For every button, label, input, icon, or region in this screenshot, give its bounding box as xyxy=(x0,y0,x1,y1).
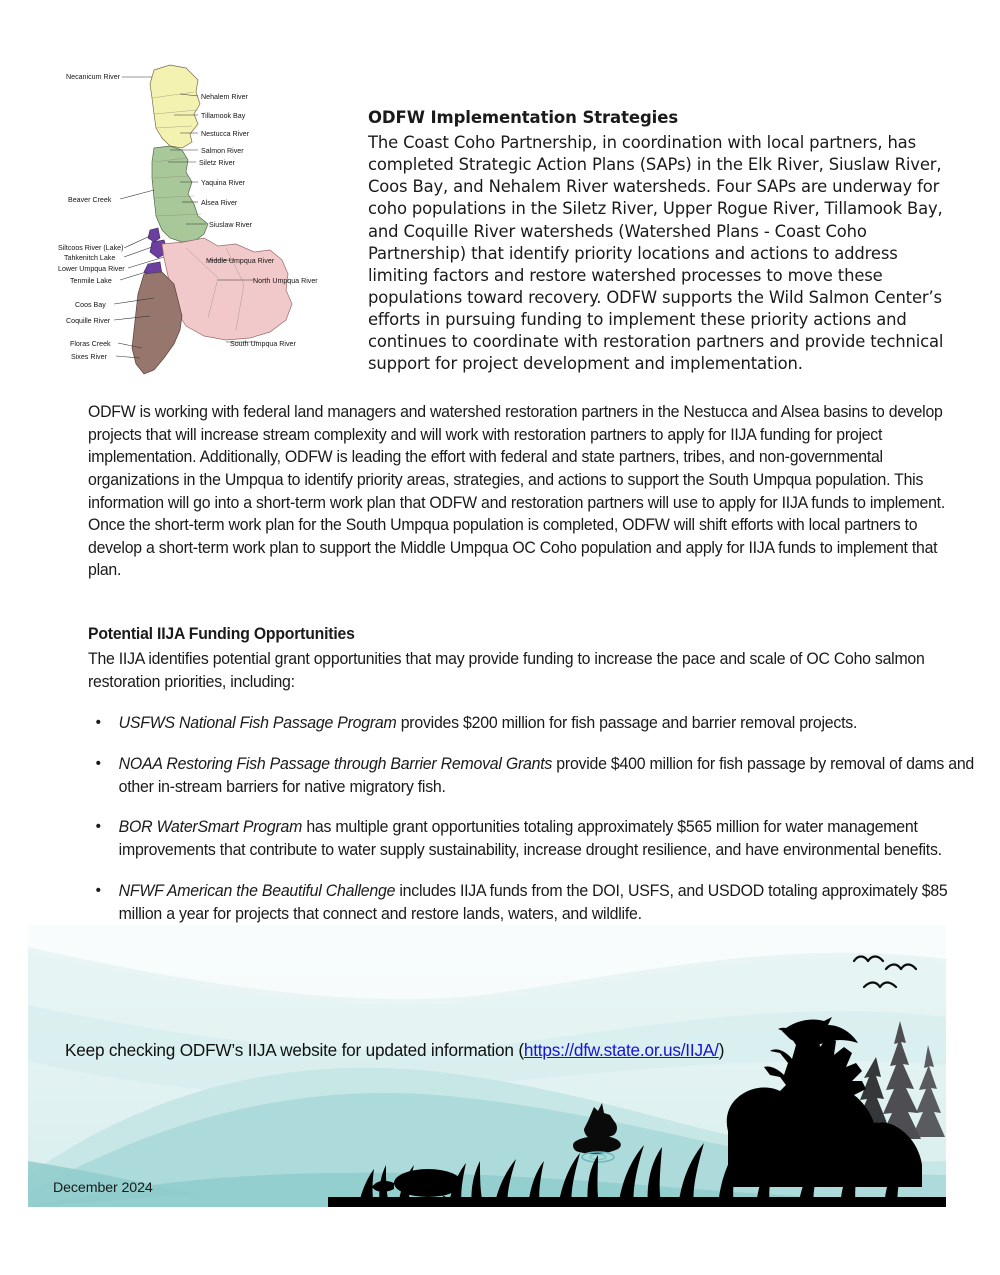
document-date-stamp: December 2024 xyxy=(53,1180,153,1196)
intro-column xyxy=(368,107,946,375)
footer-scene xyxy=(28,925,946,1207)
map-label-necanicum-river: Necanicum River xyxy=(66,73,121,81)
map-label-tahkenitch-lake: Tahkenitch Lake xyxy=(64,254,116,262)
map-label-south-umpqua-river: South Umpqua River xyxy=(230,340,296,348)
map-region-south-brown xyxy=(132,272,182,374)
program-description: provides $200 million for fish passage and barrier removal projects. xyxy=(396,713,858,733)
map-label-coos-bay: Coos Bay xyxy=(75,301,106,309)
program-description: provide $400 million for fish passage by removal of dams and other in-stream barriers for native migratory fish. xyxy=(118,754,975,796)
program-name: USFWS National Fish Passage Program xyxy=(118,713,397,733)
map-label-tillamook-bay: Tillamook Bay xyxy=(201,112,246,120)
body-paragraph: ODFW is working with federal land managers and watershed restoration partners in the Nestucca and Alsea basins to develop projects that will increase stream complexity and will work with restoration partners to apply for IIJA funding for project implementation. Additionally, ODFW is leading the effort with federal and state partners, tribes, and non-governmental organizations in the Umpqua to identify priority areas, strategies, and actions to support the South Umpqua population. This information will go into a short-term work plan that ODFW and restoration partners will use to apply for IIJA funds to implement. Once the short-term work plan for the South Umpqua population is completed, ODFW will shift efforts with local partners to develop a short-term work plan to support the Middle Umpqua OC Coho population and apply for IIJA funds to implement that plan. xyxy=(88,402,946,580)
map-label-siltcoos-river-lake: Siltcoos River (Lake) xyxy=(58,244,124,252)
map-label-sixes-river: Sixes River xyxy=(71,353,107,361)
body-block xyxy=(88,401,960,582)
bullet-icon: • xyxy=(95,881,101,899)
map-label-tenmile-lake: Tenmile Lake xyxy=(70,277,112,285)
bullet-icon: • xyxy=(95,755,101,772)
map-label-siletz-river: Siletz River xyxy=(199,159,235,167)
program-description: includes IIJA funds from the DOI, USFS, and USDOD totaling approximately $85 million a year for projects that connect and restore lands, waters, and wildlife. xyxy=(118,880,948,923)
list-item xyxy=(88,712,981,735)
watershed-map-svg xyxy=(58,58,358,383)
map-label-lower-umpqua-river: Lower Umpqua River xyxy=(58,265,125,273)
top-section xyxy=(0,0,1000,390)
map-label-beaver-creek: Beaver Creek xyxy=(68,196,112,204)
keep-checking-prefix: Keep checking ODFW’s IIJA website for updated information ( xyxy=(65,1040,524,1060)
map-region-siltcoos-purple xyxy=(148,228,160,242)
program-name: NFWF American the Beautiful Challenge xyxy=(118,880,396,900)
watershed-map-figure xyxy=(58,58,358,383)
keep-checking-line xyxy=(65,1040,724,1061)
potential-iija-funding-heading: Potential IIJA Funding Opportunities xyxy=(88,624,355,643)
map-label-alsea-river: Alsea River xyxy=(201,199,238,207)
list-item xyxy=(88,880,981,925)
map-label-yaquina-river: Yaquina River xyxy=(201,179,246,187)
map-label-north-umpqua-river: North Umpqua River xyxy=(253,277,318,285)
footer-graphic-band xyxy=(28,925,946,1207)
list-item xyxy=(88,816,981,861)
map-region-north-yellow xyxy=(150,65,200,148)
map-label-salmon-river: Salmon River xyxy=(201,147,244,155)
odfw-implementation-strategies-heading: ODFW Implementation Strategies xyxy=(368,108,679,127)
map-label-floras-creek: Floras Creek xyxy=(70,340,111,348)
footer-landscape-svg xyxy=(28,925,946,1207)
map-label-nehalem-river: Nehalem River xyxy=(201,93,248,101)
intro-paragraph: The Coast Coho Partnership, in coordination with local partners, has completed Strategic Action Plans (SAPs) in the Elk River, Siuslaw River, Coos Bay, and Nehalem River watersheds. Four SAPs are underway for coho populations in the Siletz River, Upper Rogue River, Tillamook Bay, and Coquille River watersheds (Watershed Plans - Coast Coho Partnership) that identify priority locations and actions to address limiting factors and restore watershed processes to move these populations toward recovery. ODFW supports the Wild Salmon Center’s efforts in pursuing funding to implement these priority actions and continues to coordinate with restoration partners and provide technical support for project development and implementation. xyxy=(368,133,944,373)
program-description: has multiple grant opportunities totaling approximately $565 million for water management improvements that contribute to water supply sustainability, increase drought resilience, and have environmental benefits. xyxy=(118,817,942,860)
program-name: NOAA Restoring Fish Passage through Barrier Removal Grants xyxy=(118,754,553,773)
map-label-siuslaw-river: Siuslaw River xyxy=(209,221,252,229)
funding-lead-paragraph: The IIJA identifies potential grant opportunities that may provide funding to increase the pace and scale of OC Coho salmon restoration priorities, including: xyxy=(88,649,925,691)
keep-checking-suffix: ) xyxy=(718,1040,725,1060)
list-item xyxy=(88,753,981,798)
map-label-middle-umpqua-river: Middle Umpqua River xyxy=(206,257,275,265)
bullet-icon: • xyxy=(95,818,101,836)
map-region-umpqua-pink xyxy=(162,238,292,340)
program-name: BOR WaterSmart Program xyxy=(118,817,303,837)
bullet-icon: • xyxy=(95,714,101,732)
map-label-coquille-river: Coquille River xyxy=(66,317,111,325)
map-label-nestucca-river: Nestucca River xyxy=(201,130,250,138)
iija-website-link[interactable]: https://dfw.state.or.us/IIJA/ xyxy=(523,1040,719,1060)
